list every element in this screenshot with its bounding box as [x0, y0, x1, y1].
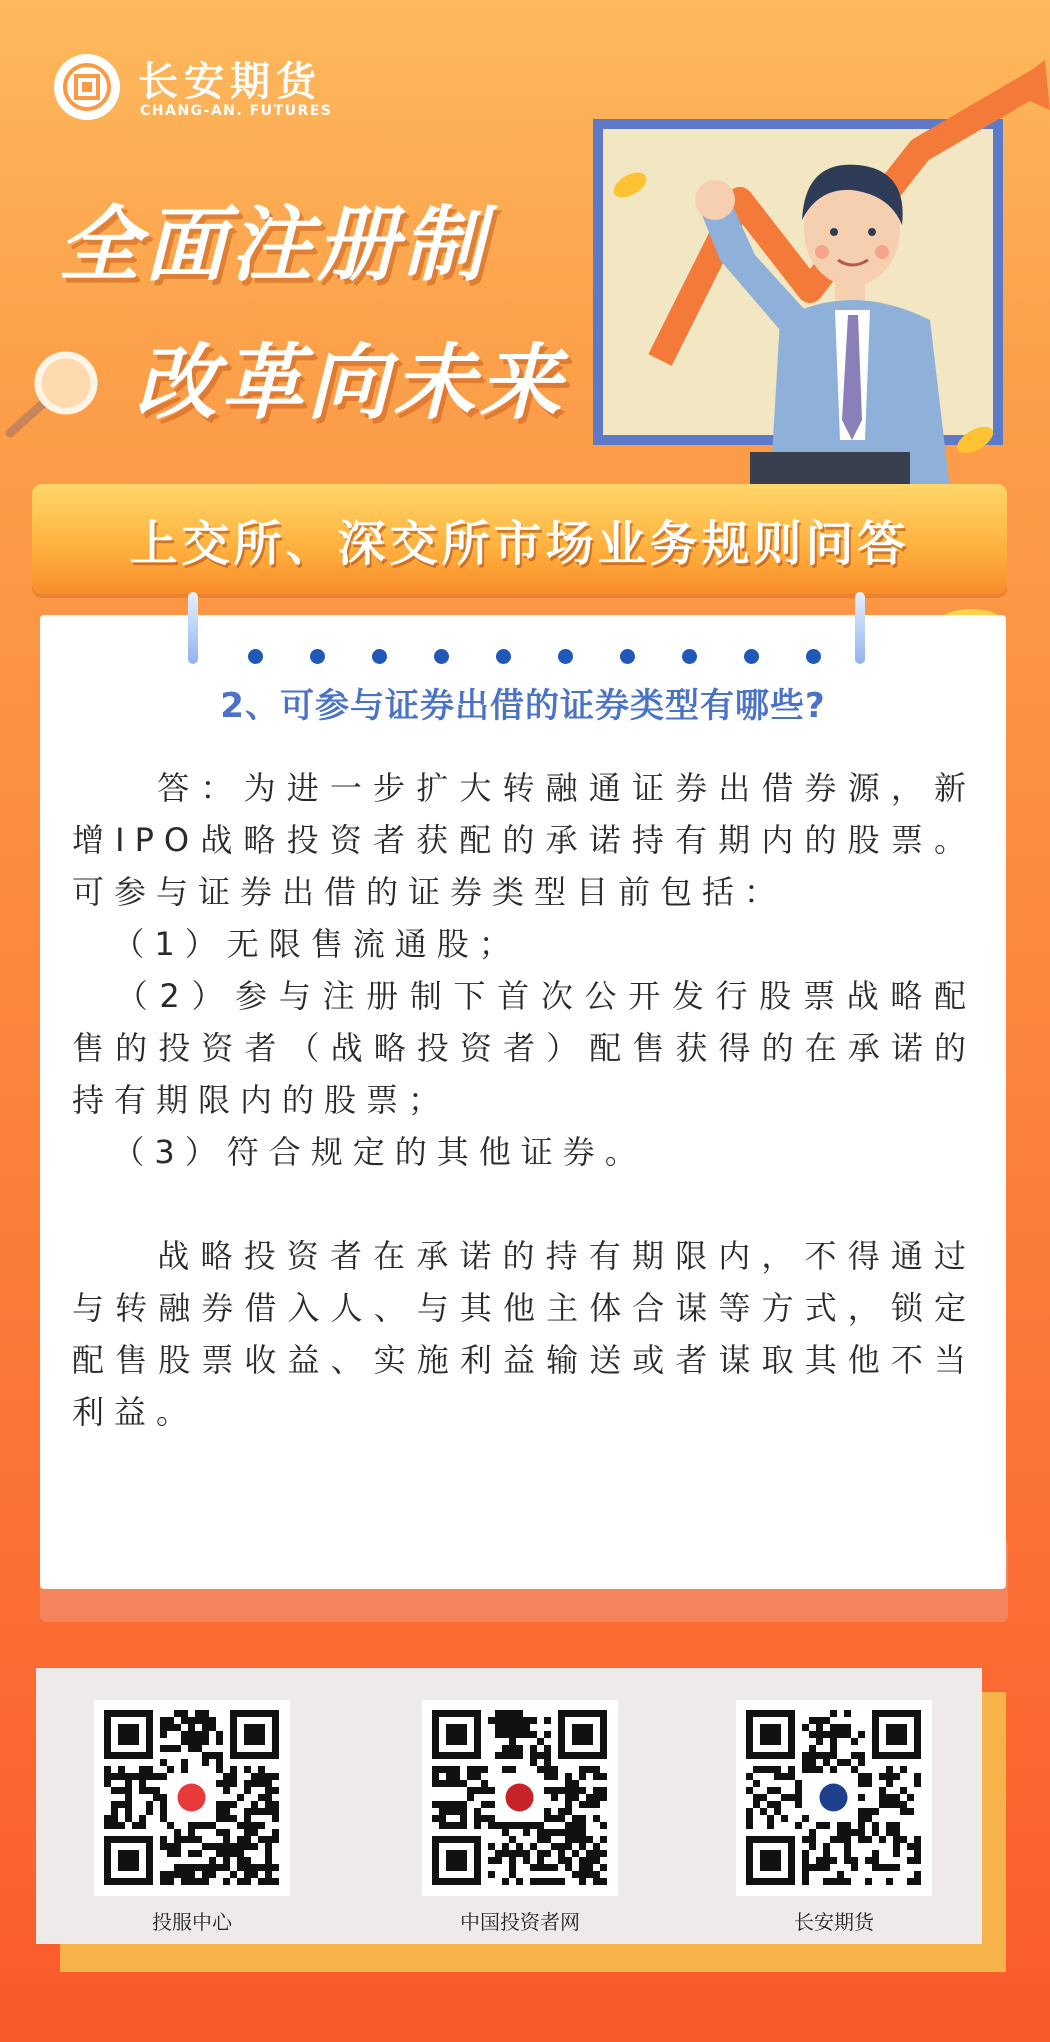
qa-answer: 答：为进一步扩大转融通证券出借券源，新增IPO战略投资者获配的承诺持有期内的股票。可参与证券出借的证券类型目前包括： （1）无限售流通股； （2）参与注册制下首次公开发行股票战略配售的投资者（战略投资者）配售获得的在承诺的持有期限内的股票； （3）符合规定的其他证券。 战略投资者在承诺的持有期限内，不得通过与转融券借入人、与其他主体合谋等方式，锁定配售股票收益、实施利益输送或者谋取其他不当利益。	[72, 769, 977, 1431]
binder-hole	[496, 649, 511, 664]
qr-code-china-investor-net[interactable]	[422, 1700, 618, 1896]
binder-hole	[620, 649, 635, 664]
binder-hole	[682, 649, 697, 664]
china-investor-net-logo-icon	[506, 1784, 534, 1812]
section-banner	[32, 484, 1007, 594]
headline-line-1: 全面注册制	[58, 198, 488, 293]
tou-fu-center-logo-icon	[178, 1784, 206, 1812]
binder-hole	[248, 649, 263, 664]
qa-question: 2、可参与证券出借的证券类型有哪些?	[220, 686, 826, 726]
qr-code-tou-fu-center[interactable]	[94, 1700, 290, 1896]
binder-hole	[434, 649, 449, 664]
businessman-illustration	[590, 60, 1050, 490]
binder-hole	[806, 649, 821, 664]
magnifier-icon	[0, 345, 110, 445]
brand-name-en: CHANG-AN. FUTURES	[140, 103, 333, 119]
qr-label-tou-fu-center: 投服中心	[152, 1910, 232, 1934]
chang-an-futures-logo-icon	[820, 1784, 848, 1812]
qr-label-chang-an-futures: 长安期货	[794, 1910, 874, 1934]
binder-pin-left	[188, 592, 198, 664]
banner-title: 上交所、深交所市场业务规则问答	[129, 515, 910, 572]
brand-name-cn: 长安期货	[138, 59, 322, 105]
binder-hole	[744, 649, 759, 664]
binder-hole	[558, 649, 573, 664]
qr-label-china-investor-net: 中国投资者网	[460, 1910, 580, 1934]
binder-hole	[310, 649, 325, 664]
brand-logo-icon	[54, 54, 120, 120]
binder-hole	[372, 649, 387, 664]
headline-line-2: 改革向未来	[135, 336, 565, 431]
qr-code-chang-an-futures[interactable]	[736, 1700, 932, 1896]
footer-strip	[0, 1982, 1050, 2042]
binder-pin-right	[855, 592, 865, 664]
